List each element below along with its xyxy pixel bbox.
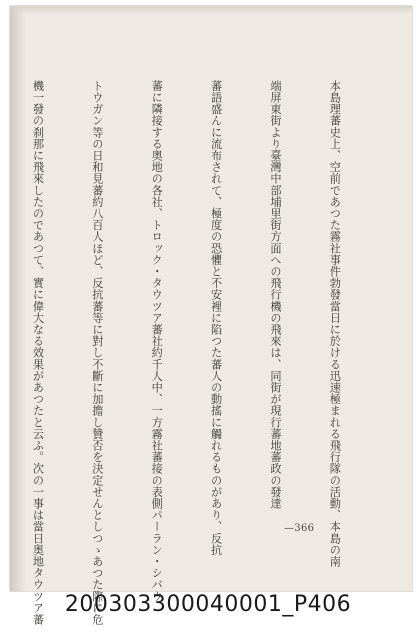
text-line: 蕃に隣接する奥地の各社、トロック・タウツア蕃社約千人中、一方霧社蕃接の表側パーラン・シバウ [150, 80, 164, 602]
page-number: —366 [284, 523, 315, 534]
text-line: トウガン等の日和見蕃約八百人ほど、反抗蕃等に對し不斷に加擔し贊否を決定せんとしつゝあつた際に危 [90, 80, 104, 626]
page-top-shadow [10, 6, 412, 14]
text-line: 本島理蕃史上、空前であつた霧社事件勃發當日に於ける迅速極まれる飛行隊の活動、本島の南 [328, 80, 342, 568]
text-line: 蕃語盛んに流布されて、極度の恐懼と不安裡に陷つた蕃人の動搖に觸れるものがあり、反抗 [209, 80, 223, 556]
text-line: 端屏東街より臺灣中部埔里街方面への飛行機の飛來は、同街が現行蕃地蕃政の發達 [269, 80, 283, 510]
text-line: 機一發の刹那に飛來したのであつて、實に偉大なる效果があつたと云ふ。次の一事は當日奥地タウツア蕃 [31, 80, 45, 626]
image-caption: 200303300040001_P406 [64, 592, 352, 617]
